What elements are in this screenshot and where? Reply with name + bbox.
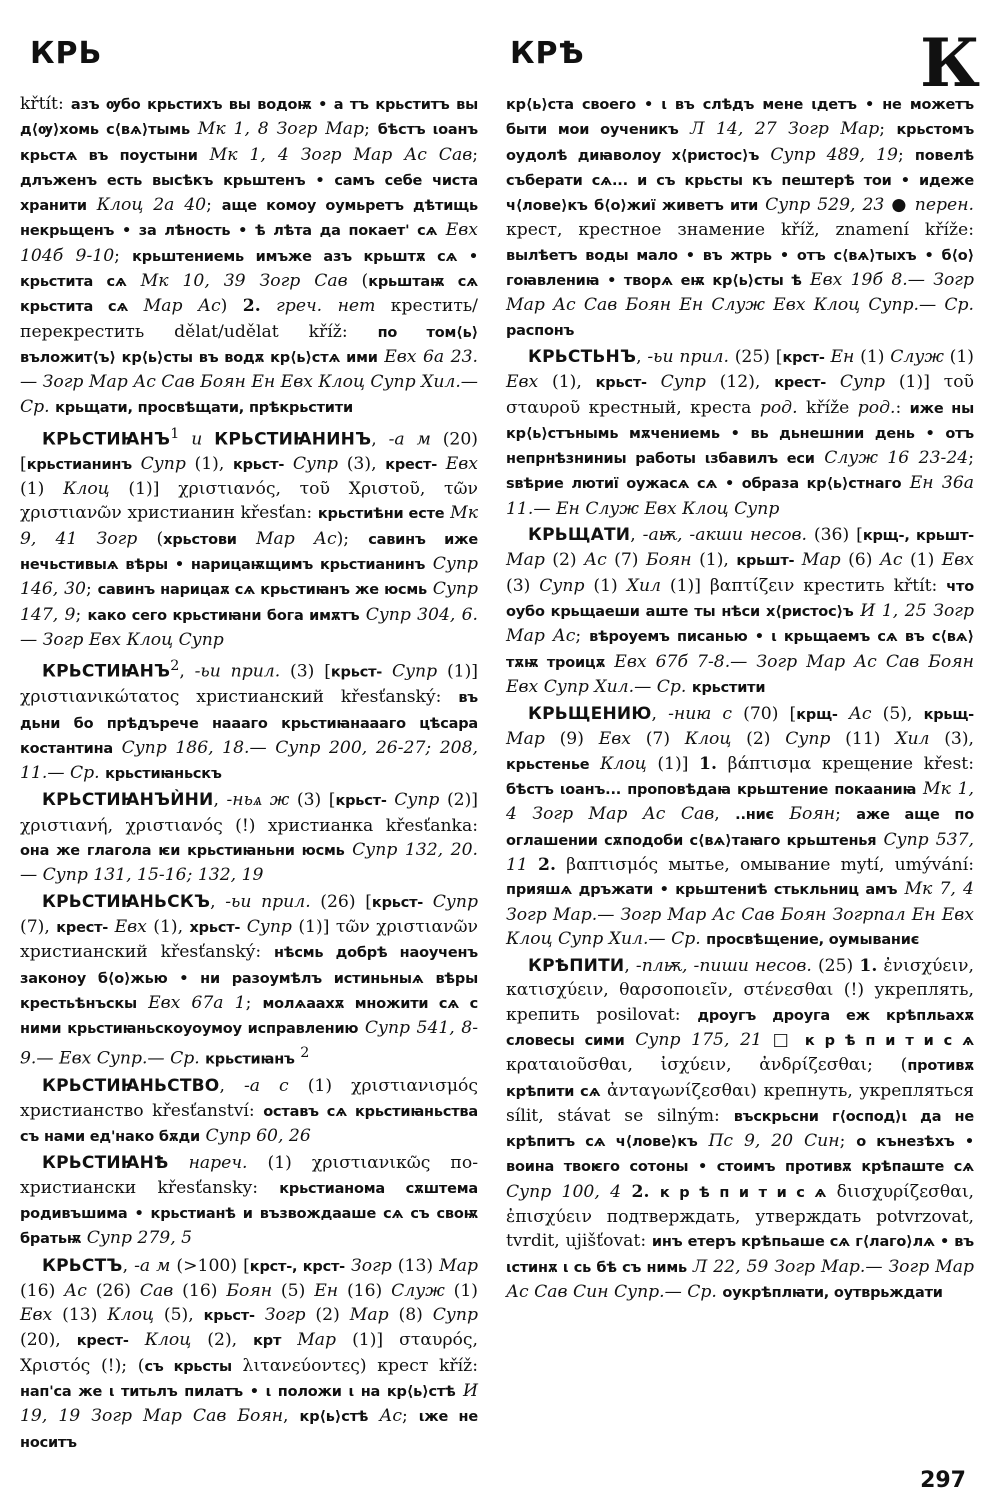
dictionary-entry: КРЬСТИꙖНЪ$^2$, -ьи прил. (3) [крьст- Супр (1)] χριστιανικώτατος христианский křesťanský: въ дьни бо прѣдърече наааго крьстиꙗнаааго цѣсара костантина Супр 186, 18.— Супр 200, 26-27; 208, 11.— Ср. крьстиꙗньскъ <box>20 658 479 784</box>
dictionary-entry: КРЬСТЬНЪ, -ьи прил. (25) [крст- Ен (1) Служ (1) Евх (1), крьст- Супр (12), крест- Супр (1)] τοῦ σταυροῦ крестный, креста род. kříže род.: иже ны кр⟨ь⟩стънымь мѫчениемь • вь дьнешнии день • отъ непрнѣзниниы работы ιзбавилъ еси Служ 16 23-24; ѕвѣрие лютиї оужасѧ сѧ • образа кр⟨ь⟩стнаго Ен 36а 11.— Ен Служ Евх Клоц Супр <box>506 346 974 519</box>
page-header <box>0 24 1000 102</box>
section-letter: К <box>919 24 980 102</box>
left-column <box>20 92 478 1457</box>
dictionary-entry: КРЬЩАТИ, -аѭ, -акши несов. (36) [крщ-, крьшт- Мар (2) Ас (7) Боян (1), крьшт- Мар (6) Ас (1) Евх (3) Супр (1) Хил (1)] βαπτίζειν крестить křtít: что оубо крьщаеши аште ты нѣси х⟨ристос⟩ъ И 1, 25 Зогр Мар Ас; вѣроуемъ писанью • ι крьщаемъ сѧ въ с⟨вѧ⟩тѫѭ троицѫ Евх 67б 7-8.— Зогр Мар Ас Сав Боян Евх Супр Хил.— Ср. крьстити <box>506 525 974 697</box>
dictionary-entry: КРЬСТИꙖНЪ$^1$ и КРЬСТИꙖНИНЪ, -а м (20) [крьстианинъ Супр (1), крьст- Супр (3), крест- Евх (1) Клоц (1)] χριστιανός, τοῦ Χριστοῦ, τῶν χριστιανῶν христианин křesťan: крьстиѣни есте Мк 9, 41 Зогр (хрьстови Мар Ас); савинъ иже нечьстивыѧ вѣры • нарицаѭщимъ крьстианинъ Супр 146, 30; савинъ нарицаѫ сѧ крьстиꙗнъ же юсмь Супр 147, 9; како сего крьстиꙗни бога имѫтъ Супр 304, 6.— Зогр Евх Клоц Супр <box>20 425 479 650</box>
dictionary-entry: КРЬСТИꙖНѢ нареч. (1) χριστιανικῶς по-христиански křesťansky: крьстианома сѫштема родивъшима • крьстианѣ и възвождааше сѧ съ своѭ братьѭ Супр 279, 5 <box>20 1153 479 1249</box>
dictionary-entry: křtít: азъ ѹбо крьстихъ вы водоѭ • а тъ крьститъ вы д⟨ѹ⟩хомь с⟨вѧ⟩тымь Мк 1, 8 Зогр Мар; бѣстъ ιоанъ крьстѧ въ поустыни Мк 1, 4 Зогр Мар Ас Сав; длъженъ есть высѣкъ крьштенъ • самъ себе чиста хранити Клоц 2а 40; аще комоу оумьретъ дѣтищь некрьщенъ • за лѣность • ѣ лѣта да покает' сѧ Евх 104б 9-10; крьштениемь имъже азъ крьштѫ сѧ • крьстита сѧ Мк 10, 39 Зогр Сав (крьштаѭ сѧ крьстита сѧ Мар Ас) 2. греч. нет крестить/перекрестить dělat/udělat kříž: по том⟨ь⟩ въложит⟨ъ⟩ кр⟨ь⟩сты въ водѫ кр⟨ь⟩стѧ ими Евх 6а 23.— Зогр Мар Ас Сав Боян Ен Евх Клоц Супр Хил.— Ср. крьщати, просвѣщати, прѣкрьстити <box>20 94 478 417</box>
dictionary-entry: КРЬСТИꙖНЬСКЪ, -ьи прил. (26) [крьст- Супр (7), крест- Евх (1), хрьст- Супр (1)] τῶν χριστιανῶν христианский křesťanský: нѣсмь добрѣ наоученъ законоу б⟨о⟩жью • ни разоумѣлъ истиньныѧ вѣры крестьѣнъскы Евх 67а 1; молѧаахѫ множити сѧ с ними крьстиꙗньскоуоумоу исправлению Супр 541, 8-9.— Евх Супр.— Ср. крьстиꙗнъ $^2$ <box>20 891 479 1070</box>
right-column <box>506 92 974 1307</box>
page-number: 297 <box>920 1468 966 1493</box>
dictionary-entry: КРЬСТИꙖНЪЍНИ, -ньѧ ж (3) [крьст- Супр (2)] χριστιανή, χριστιανός (!) христианка křesťanka: она же глагола ѥи крьстиꙗньни юсмь Супр 132, 20.— Супр 131, 15-16; 132, 19 <box>20 790 478 886</box>
dictionary-entry: кр⟨ь⟩ста своего • ι въ слѣдъ мене ιдетъ • не можетъ быти мои оученикъ Л 14, 27 Зогр Мар; крьстомъ оудолѣ диꙗволоу х⟨ристос⟩ъ Супр 489, 19; повелѣ съберати сѧ... и съ крьсты къ пештерѣ тои • идеже ч⟨лове⟩къ б⟨о⟩жиї живетъ ити Супр 529, 23 ● перен. крест, крестное знамение kříž, znamení kříže: вылѣетъ воды мало • въ жтрь • отъ с⟨вѧ⟩тыхъ • б⟨о⟩гоꙗвлениꙗ • творѧ еѭ кр⟨ь⟩сты ѣ Евх 19б 8.— Зогр Мар Ас Сав Боян Ен Служ Евх Клоц Супр.— Ср. распонъ <box>506 97 975 339</box>
dictionary-entry: КРЬЩЕНИЮ, -ниꙗ с (70) [крщ- Ас (5), крьщ- Мар (9) Евх (7) Клоц (2) Супр (11) Хил (3), крьстенье Клоц (1)] 1. βάπτισμα крещение křest: бѣстъ ιоанъ... проповѣдаꙗ крьштение покааниꙗ Мк 1, 4 Зогр Мар Ас Сав, ..ниє Боян; аже аще по оглашении сѫподоби с⟨вѧ⟩таꙗго крьштенья Супр 537, 11 2. βαπτισμός мытье, омывание mytí, umývání: прияшѧ дръжати • крьштениѣ стькльниц амъ Мк 7, 4 Зогр Мар.— Зогр Мар Ас Сав Боян Зогрпал Ен Евх Клоц Супр Хил.— Ср. просвѣщение, оумываниє <box>506 704 975 949</box>
dictionary-entry: КРЬСТИꙖНЬСТВО, -а с (1) χριστιανισμός христианство křesťanství: оставъ сѧ крьстиꙗньства съ нами ед'нако бѫди Супр 60, 26 <box>20 1076 478 1147</box>
running-head-left: КРЬ <box>30 36 103 71</box>
dictionary-entry: КРЬСТЪ, -а м (>100) [крст-, крст- Зогр (13) Мар (16) Ас (26) Сав (16) Боян (5) Ен (16) Служ (1) Евх (13) Клоц (5), крьст- Зогр (2) Мар (8) Супр (20), крест- Клоц (2), крт Мар (1)] σταυρός, Χριστός (!); (съ крьсты λιτανεύοντες) крест kříž: нап'са же ι титьлъ пилатъ • ι положи ι на кр⟨ь⟩стѣ И 19, 19 Зогр Мар Сав Боян, кр⟨ь⟩стѣ Ас; ιже не носитъ <box>20 1255 478 1451</box>
dictionary-entry: КРѢПИТИ, -плѭ, -пиши несов. (25) 1. ἐνισχύειν, κατισχύειν, θαρσοποιεῖν, στένεσθαι (!) укреплять, крепить posilovat: дроугъ дроуга еж крѣпльахѫ словесы сими Супр 175, 21 □ к р ѣ п и т и с ѧ κραταιοῦσθαι, ἰσχύειν, ἀνδρίζεσθαι; (противѫ крѣпити сѧ ἀνταγωνίζεσθαι) крепнуть, укрепляться sílit, stávat se silným: въскрьсни г⟨оспод⟩ι да не крѣпитъ сѧ ч⟨лове⟩къ Пс 9, 20 Син; о кънезѣхъ • воина твоѥго сотоны • стоимъ противѫ крѣпаште сѧ Супр 100, 4 2. к р ѣ п и т и с ѧ διισχυρίζεσθαι, ἐπισχύειν подтверждать, утверждать potvrzovat, tvrdit, ujišťovat: инъ етеръ крѣпьаше сѧ г⟨лаго⟩лѧ • въ ιстинѫ ι сь бѣ съ нимь Л 22, 59 Зогр Мар.— Зогр Мар Ас Сав Син Супр.— Ср. оукрѣплꙗти, оутврьждати <box>506 956 975 1302</box>
running-head-right: КРѢ <box>510 36 585 71</box>
